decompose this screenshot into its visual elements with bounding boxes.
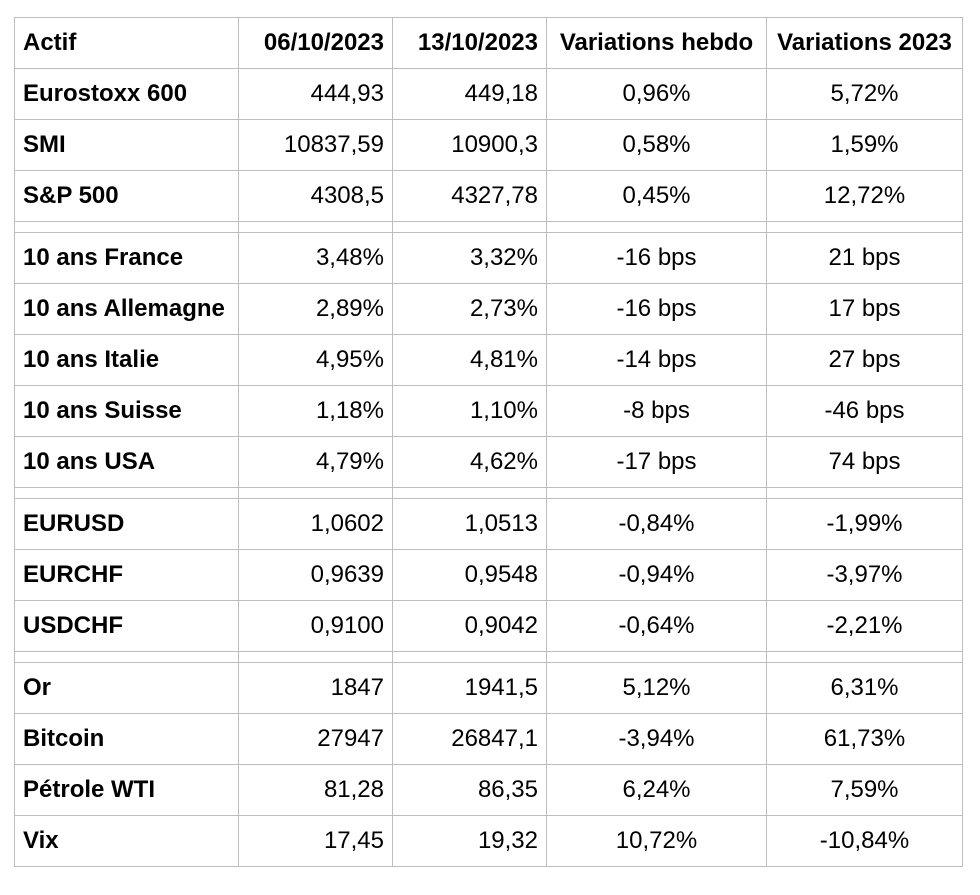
table-body bbox=[15, 69, 963, 867]
header-weekly-change: Variations hebdo bbox=[547, 18, 767, 69]
weekly-change-cell: 0,96% bbox=[547, 69, 767, 120]
ytd-change-cell: 5,72% bbox=[767, 69, 963, 120]
ytd-change-cell: 7,59% bbox=[767, 765, 963, 816]
asset-name-cell: 10 ans Allemagne bbox=[15, 284, 239, 335]
asset-name-cell: 10 ans USA bbox=[15, 437, 239, 488]
value-date-1-cell: 4308,5 bbox=[239, 171, 393, 222]
value-date-2-cell: 10900,3 bbox=[393, 120, 547, 171]
ytd-change-cell: 12,72% bbox=[767, 171, 963, 222]
separator-cell bbox=[393, 222, 547, 233]
weekly-change-cell: -3,94% bbox=[547, 714, 767, 765]
table-row bbox=[15, 663, 963, 714]
table-row bbox=[15, 499, 963, 550]
value-date-2-cell: 4327,78 bbox=[393, 171, 547, 222]
value-date-2-cell: 449,18 bbox=[393, 69, 547, 120]
value-date-1-cell: 0,9639 bbox=[239, 550, 393, 601]
weekly-change-cell: -0,64% bbox=[547, 601, 767, 652]
value-date-2-cell: 4,81% bbox=[393, 335, 547, 386]
value-date-1-cell: 27947 bbox=[239, 714, 393, 765]
ytd-change-cell: -1,99% bbox=[767, 499, 963, 550]
value-date-1-cell: 81,28 bbox=[239, 765, 393, 816]
value-date-1-cell: 444,93 bbox=[239, 69, 393, 120]
table-row bbox=[15, 386, 963, 437]
header-date-2: 13/10/2023 bbox=[393, 18, 547, 69]
table-row bbox=[15, 714, 963, 765]
weekly-change-cell: -8 bps bbox=[547, 386, 767, 437]
separator-cell bbox=[15, 652, 239, 663]
table-row bbox=[15, 284, 963, 335]
separator-cell bbox=[547, 222, 767, 233]
weekly-change-cell: 0,58% bbox=[547, 120, 767, 171]
separator-cell bbox=[15, 488, 239, 499]
asset-name-cell: EURCHF bbox=[15, 550, 239, 601]
table-row bbox=[15, 816, 963, 867]
header-asset: Actif bbox=[15, 18, 239, 69]
asset-name-cell: Eurostoxx 600 bbox=[15, 69, 239, 120]
group-separator-row bbox=[15, 652, 963, 663]
separator-cell bbox=[393, 652, 547, 663]
weekly-change-cell: 5,12% bbox=[547, 663, 767, 714]
value-date-1-cell: 1,0602 bbox=[239, 499, 393, 550]
asset-name-cell: EURUSD bbox=[15, 499, 239, 550]
asset-name-cell: 10 ans Suisse bbox=[15, 386, 239, 437]
asset-name-cell: Vix bbox=[15, 816, 239, 867]
separator-cell bbox=[239, 488, 393, 499]
ytd-change-cell: 6,31% bbox=[767, 663, 963, 714]
value-date-1-cell: 4,95% bbox=[239, 335, 393, 386]
value-date-2-cell: 19,32 bbox=[393, 816, 547, 867]
separator-cell bbox=[547, 652, 767, 663]
ytd-change-cell: -2,21% bbox=[767, 601, 963, 652]
value-date-1-cell: 2,89% bbox=[239, 284, 393, 335]
market-table-container bbox=[14, 17, 962, 867]
asset-name-cell: Pétrole WTI bbox=[15, 765, 239, 816]
table-row bbox=[15, 765, 963, 816]
weekly-change-cell: -0,94% bbox=[547, 550, 767, 601]
value-date-2-cell: 1,0513 bbox=[393, 499, 547, 550]
ytd-change-cell: 21 bps bbox=[767, 233, 963, 284]
value-date-2-cell: 4,62% bbox=[393, 437, 547, 488]
value-date-2-cell: 86,35 bbox=[393, 765, 547, 816]
group-separator-row bbox=[15, 488, 963, 499]
table-row bbox=[15, 171, 963, 222]
header-row bbox=[15, 18, 963, 69]
ytd-change-cell: -46 bps bbox=[767, 386, 963, 437]
value-date-2-cell: 0,9042 bbox=[393, 601, 547, 652]
weekly-change-cell: -0,84% bbox=[547, 499, 767, 550]
asset-name-cell: USDCHF bbox=[15, 601, 239, 652]
separator-cell bbox=[15, 222, 239, 233]
weekly-change-cell: 0,45% bbox=[547, 171, 767, 222]
value-date-1-cell: 1847 bbox=[239, 663, 393, 714]
ytd-change-cell: 27 bps bbox=[767, 335, 963, 386]
value-date-2-cell: 1941,5 bbox=[393, 663, 547, 714]
value-date-1-cell: 17,45 bbox=[239, 816, 393, 867]
asset-name-cell: Or bbox=[15, 663, 239, 714]
ytd-change-cell: -3,97% bbox=[767, 550, 963, 601]
weekly-change-cell: -16 bps bbox=[547, 284, 767, 335]
header-date-1: 06/10/2023 bbox=[239, 18, 393, 69]
value-date-2-cell: 0,9548 bbox=[393, 550, 547, 601]
table-row bbox=[15, 550, 963, 601]
value-date-2-cell: 2,73% bbox=[393, 284, 547, 335]
table-row bbox=[15, 69, 963, 120]
weekly-change-cell: 6,24% bbox=[547, 765, 767, 816]
separator-cell bbox=[767, 222, 963, 233]
separator-cell bbox=[547, 488, 767, 499]
group-separator-row bbox=[15, 222, 963, 233]
weekly-change-cell: -17 bps bbox=[547, 437, 767, 488]
ytd-change-cell: -10,84% bbox=[767, 816, 963, 867]
market-performance-table bbox=[14, 17, 963, 867]
weekly-change-cell: -16 bps bbox=[547, 233, 767, 284]
value-date-1-cell: 1,18% bbox=[239, 386, 393, 437]
header-ytd-change: Variations 2023 bbox=[767, 18, 963, 69]
asset-name-cell: S&P 500 bbox=[15, 171, 239, 222]
table-row bbox=[15, 601, 963, 652]
weekly-change-cell: 10,72% bbox=[547, 816, 767, 867]
separator-cell bbox=[393, 488, 547, 499]
separator-cell bbox=[239, 652, 393, 663]
ytd-change-cell: 74 bps bbox=[767, 437, 963, 488]
value-date-1-cell: 3,48% bbox=[239, 233, 393, 284]
ytd-change-cell: 1,59% bbox=[767, 120, 963, 171]
table-row bbox=[15, 120, 963, 171]
table-row bbox=[15, 335, 963, 386]
value-date-1-cell: 10837,59 bbox=[239, 120, 393, 171]
value-date-2-cell: 3,32% bbox=[393, 233, 547, 284]
ytd-change-cell: 61,73% bbox=[767, 714, 963, 765]
separator-cell bbox=[239, 222, 393, 233]
table-row bbox=[15, 437, 963, 488]
asset-name-cell: SMI bbox=[15, 120, 239, 171]
asset-name-cell: 10 ans Italie bbox=[15, 335, 239, 386]
table-row bbox=[15, 233, 963, 284]
value-date-2-cell: 1,10% bbox=[393, 386, 547, 437]
value-date-1-cell: 0,9100 bbox=[239, 601, 393, 652]
separator-cell bbox=[767, 488, 963, 499]
value-date-1-cell: 4,79% bbox=[239, 437, 393, 488]
separator-cell bbox=[767, 652, 963, 663]
value-date-2-cell: 26847,1 bbox=[393, 714, 547, 765]
asset-name-cell: Bitcoin bbox=[15, 714, 239, 765]
ytd-change-cell: 17 bps bbox=[767, 284, 963, 335]
asset-name-cell: 10 ans France bbox=[15, 233, 239, 284]
weekly-change-cell: -14 bps bbox=[547, 335, 767, 386]
